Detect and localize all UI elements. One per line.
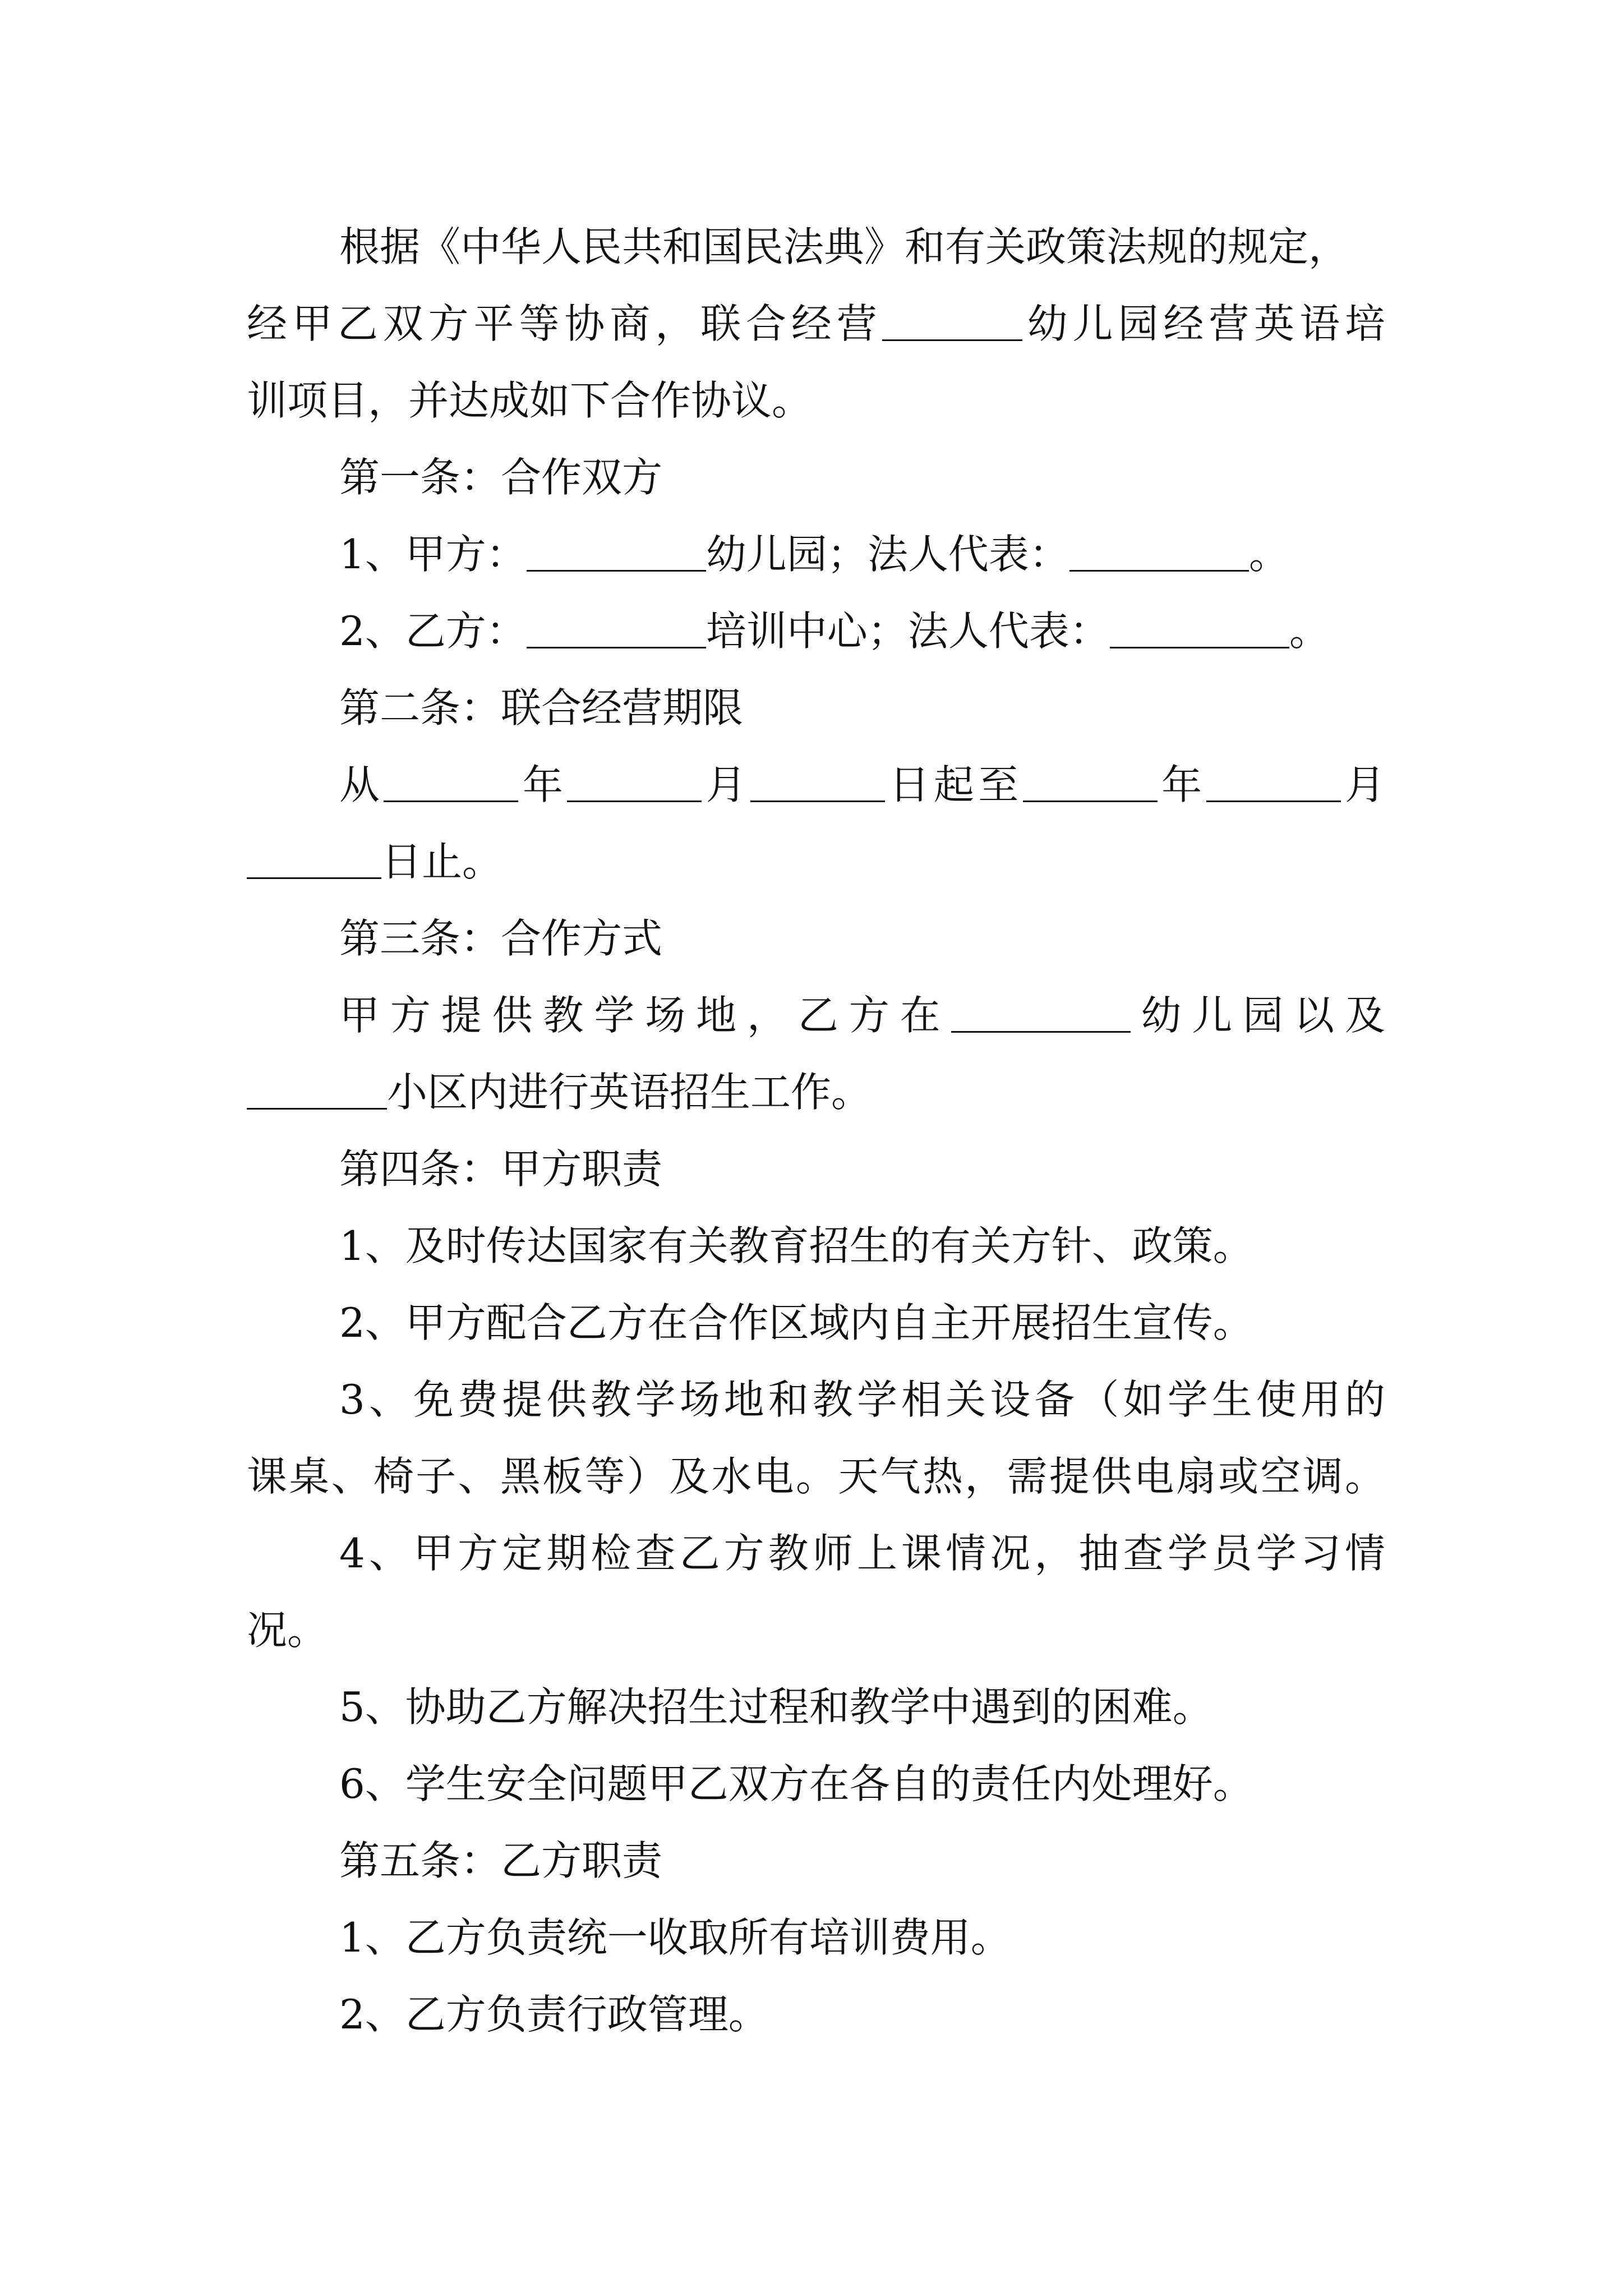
- article-4-item-4: [247, 1515, 1385, 1592]
- intro-line-1: [247, 209, 1385, 286]
- article-4-item-5: [247, 1669, 1385, 1746]
- item-text: 6、学生安全问题甲乙双方在各自的责任内处理好。: [339, 1760, 1253, 1807]
- article-2-title: [247, 670, 1385, 747]
- article-1-item-1: [247, 516, 1385, 593]
- intro-text: 根据《中华人民共和国民法典》和有关政策法规的规定，: [339, 223, 1349, 270]
- item-text: 。: [1248, 531, 1289, 578]
- document-body: [247, 209, 1385, 2053]
- article-2-dates: [247, 747, 1385, 823]
- fill-blank: [247, 841, 381, 879]
- heading-text: 第一条：合作双方: [339, 454, 663, 501]
- article-5-title: [247, 1823, 1385, 1899]
- date-text: 日止。: [381, 838, 503, 885]
- fill-blank: [951, 995, 1131, 1033]
- intro-line-3: [247, 362, 1385, 439]
- item-text: 幼儿园；法人代表：: [706, 531, 1069, 578]
- article-2-dates-end: [247, 823, 1385, 900]
- item-text: 况。: [247, 1607, 328, 1654]
- fill-blank: [882, 303, 1022, 341]
- intro-text: 训项目，并达成如下合作协议。: [247, 377, 813, 424]
- article-4-item-6: [247, 1746, 1385, 1823]
- item-text: 甲方提供教学场地，乙方在: [339, 992, 951, 1039]
- article-4-item-3: [247, 1361, 1385, 1438]
- fill-blank: [567, 765, 702, 802]
- fill-blank: [750, 765, 885, 802]
- item-text: 2、乙方：: [339, 608, 527, 655]
- item-text: 培训中心；法人代表：: [706, 608, 1110, 655]
- fill-blank: [527, 534, 706, 572]
- heading-text: 第四条：甲方职责: [339, 1145, 663, 1193]
- item-text: 4、甲方定期检查乙方教师上课情况，抽查学员学习情: [339, 1530, 1385, 1577]
- article-4-item-1: [247, 1208, 1385, 1285]
- article-5-item-1: [247, 1899, 1385, 1976]
- fill-blank: [527, 611, 706, 648]
- article-3-line-2: [247, 1054, 1385, 1131]
- fill-blank: [1206, 765, 1341, 802]
- item-text: 3、免费提供教学场地和教学相关设备（如学生使用的: [339, 1376, 1385, 1423]
- item-text: 1、及时传达国家有关教育招生的有关方针、政策。: [339, 1222, 1253, 1269]
- fill-blank: [384, 765, 518, 802]
- date-text: 日起至: [885, 761, 1023, 808]
- item-text: 课桌、椅子、黑板等）及水电。天气热，需提供电扇或空调。: [247, 1453, 1385, 1500]
- date-text: 月: [1340, 761, 1385, 808]
- intro-line-2: [247, 286, 1385, 362]
- date-text: 月: [702, 761, 751, 808]
- article-5-item-2: [247, 1976, 1385, 2053]
- article-4-item-2: [247, 1285, 1385, 1361]
- fill-blank: [1110, 611, 1289, 648]
- fill-blank: [1069, 534, 1249, 572]
- date-text: 年: [1157, 761, 1206, 808]
- article-4-item-4-cont: [247, 1592, 1385, 1669]
- item-text: 2、甲方配合乙方在合作区域内自主开展招生宣传。: [339, 1299, 1253, 1346]
- article-4-title: [247, 1131, 1385, 1208]
- date-text: 年: [518, 761, 568, 808]
- intro-text: 经甲乙双方平等协商，联合经营: [247, 300, 882, 347]
- item-text: 幼儿园以及: [1130, 992, 1385, 1039]
- article-3-title: [247, 900, 1385, 977]
- article-1-item-2: [247, 593, 1385, 670]
- item-text: 1、甲方：: [339, 531, 527, 578]
- item-text: 小区内进行英语招生工作。: [387, 1069, 872, 1116]
- article-4-item-3-cont: [247, 1438, 1385, 1515]
- date-text: 从: [339, 761, 384, 808]
- item-text: 2、乙方负责行政管理。: [339, 1991, 769, 2038]
- heading-text: 第五条：乙方职责: [339, 1837, 663, 1884]
- article-3-line-1: [247, 977, 1385, 1054]
- intro-text: 幼儿园经营英语培: [1022, 300, 1385, 347]
- item-text: 。: [1289, 608, 1330, 655]
- article-1-title: [247, 439, 1385, 516]
- item-text: 5、协助乙方解决招生过程和教学中遇到的困难。: [339, 1683, 1213, 1731]
- heading-text: 第三条：合作方式: [339, 915, 663, 962]
- heading-text: 第二条：联合经营期限: [339, 684, 744, 731]
- item-text: 1、乙方负责统一收取所有培训费用。: [339, 1914, 1011, 1961]
- fill-blank: [247, 1072, 387, 1110]
- fill-blank: [1023, 765, 1158, 802]
